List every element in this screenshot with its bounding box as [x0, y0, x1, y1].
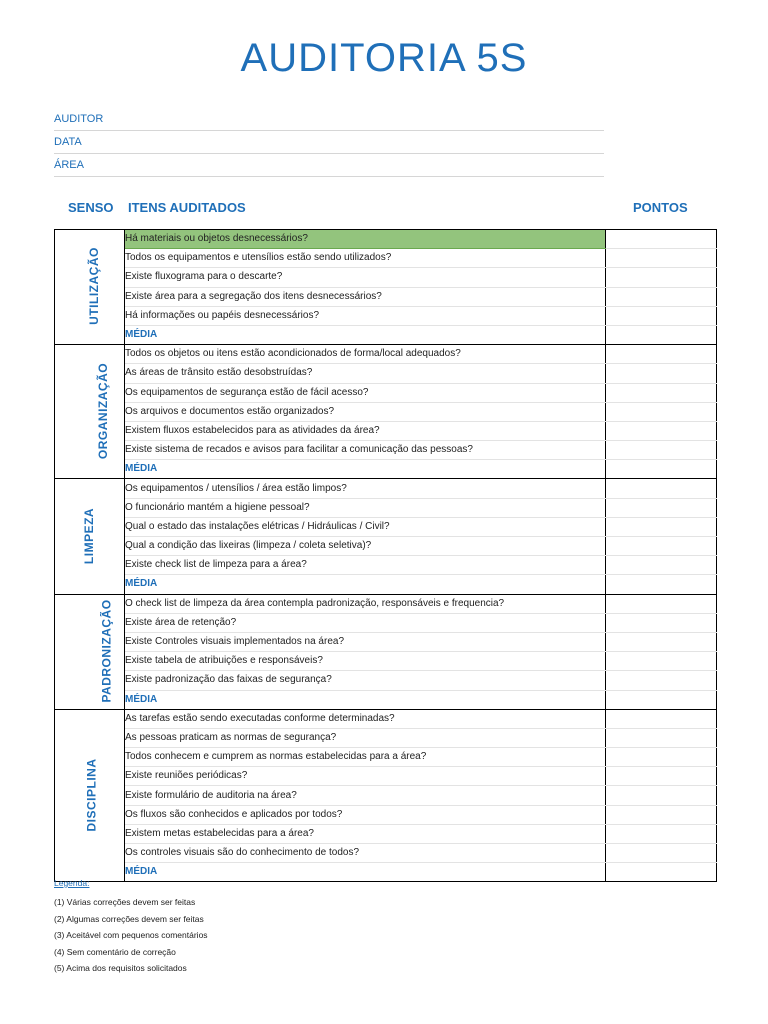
media-row	[55, 460, 717, 479]
item-text: O check list de limpeza da área contempla padronização, responsáveis e frequencia?	[125, 594, 606, 613]
table-row	[55, 421, 717, 440]
table-row	[55, 786, 717, 805]
table-row	[55, 230, 717, 249]
table-row	[55, 748, 717, 767]
item-text: As pessoas praticam as normas de segurança?	[125, 728, 606, 747]
table-row	[55, 287, 717, 306]
table-row	[55, 671, 717, 690]
table-row	[55, 441, 717, 460]
senso-label: PADRONIZAÇÃO	[99, 599, 114, 703]
table-row	[55, 383, 717, 402]
media-points-cell[interactable]	[606, 690, 717, 709]
points-cell[interactable]	[606, 748, 717, 767]
table-row	[55, 824, 717, 843]
item-text: Todos conhecem e cumprem as normas estabelecidas para a área?	[125, 748, 606, 767]
table-row	[55, 306, 717, 325]
senso-cell	[55, 345, 125, 479]
table-row	[55, 498, 717, 517]
senso-cell	[55, 709, 125, 882]
points-cell[interactable]	[606, 364, 717, 383]
points-cell[interactable]	[606, 671, 717, 690]
legend-title: Legenda:	[54, 878, 90, 888]
table-row	[55, 805, 717, 824]
table-row	[55, 594, 717, 613]
table-row	[55, 537, 717, 556]
points-cell[interactable]	[606, 268, 717, 287]
points-cell[interactable]	[606, 479, 717, 498]
item-text: As áreas de trânsito estão desobstruídas?	[125, 364, 606, 383]
header-senso: SENSO	[68, 200, 114, 215]
table-row	[55, 268, 717, 287]
area-label: ÁREA	[54, 159, 84, 171]
senso-cell	[55, 594, 125, 709]
media-row	[55, 690, 717, 709]
legend-item: (3) Aceitável com pequenos comentários	[54, 930, 208, 940]
table-row	[55, 709, 717, 728]
table-row	[55, 556, 717, 575]
item-text: Há materiais ou objetos desnecessários?	[125, 230, 606, 249]
points-cell[interactable]	[606, 517, 717, 536]
audit-table	[54, 229, 717, 882]
points-cell[interactable]	[606, 594, 717, 613]
legend-item: (5) Acima dos requisitos solicitados	[54, 963, 187, 973]
auditor-label: AUDITOR	[54, 113, 104, 125]
table-row	[55, 728, 717, 747]
table-row	[55, 517, 717, 536]
media-points-cell[interactable]	[606, 863, 717, 882]
item-text: Existe formulário de auditoria na área?	[125, 786, 606, 805]
table-row	[55, 479, 717, 498]
area-field[interactable]	[54, 154, 604, 177]
senso-label: DISCIPLINA	[84, 758, 99, 832]
item-text: Existem fluxos estabelecidos para as atividades da área?	[125, 421, 606, 440]
table-row	[55, 364, 717, 383]
item-text: Existe padronização das faixas de segurança?	[125, 671, 606, 690]
points-cell[interactable]	[606, 767, 717, 786]
item-text: Existe área de retenção?	[125, 613, 606, 632]
item-text: Existe sistema de recados e avisos para facilitar a comunicação das pessoas?	[125, 441, 606, 460]
points-cell[interactable]	[606, 249, 717, 268]
legend	[54, 878, 208, 977]
points-cell[interactable]	[606, 728, 717, 747]
item-text: Qual o estado das instalações elétricas / Hidráulicas / Civil?	[125, 517, 606, 536]
date-label: DATA	[54, 136, 82, 148]
legend-item: (1) Várias correções devem ser feitas	[54, 897, 196, 907]
item-text: Os fluxos são conhecidos e aplicados por todos?	[125, 805, 606, 824]
points-cell[interactable]	[606, 402, 717, 421]
points-cell[interactable]	[606, 805, 717, 824]
senso-label: UTILIZAÇÃO	[86, 247, 101, 325]
table-row	[55, 613, 717, 632]
table-row	[55, 632, 717, 651]
media-points-cell[interactable]	[606, 575, 717, 594]
points-cell[interactable]	[606, 709, 717, 728]
media-row	[55, 575, 717, 594]
media-label: MÉDIA	[125, 690, 606, 709]
table-row	[55, 402, 717, 421]
item-text: Existe área para a segregação dos itens desnecessários?	[125, 287, 606, 306]
points-cell[interactable]	[606, 537, 717, 556]
item-text: O funcionário mantém a higiene pessoal?	[125, 498, 606, 517]
media-label: MÉDIA	[125, 325, 606, 344]
points-cell[interactable]	[606, 556, 717, 575]
legend-item: (4) Sem comentário de correção	[54, 946, 176, 957]
points-cell[interactable]	[606, 498, 717, 517]
media-label: MÉDIA	[125, 863, 606, 882]
senso-cell	[55, 230, 125, 345]
media-label: MÉDIA	[125, 460, 606, 479]
media-points-cell[interactable]	[606, 325, 717, 344]
date-field[interactable]	[54, 131, 604, 154]
senso-label: ORGANIZAÇÃO	[96, 362, 111, 459]
points-cell[interactable]	[606, 613, 717, 632]
points-cell[interactable]	[606, 383, 717, 402]
points-cell[interactable]	[606, 306, 717, 325]
item-text: Os equipamentos / utensílios / área estão limpos?	[125, 479, 606, 498]
item-text: Existe check list de limpeza para a área?	[125, 556, 606, 575]
table-row	[55, 844, 717, 863]
points-cell[interactable]	[606, 421, 717, 440]
table-row	[55, 767, 717, 786]
auditor-field[interactable]	[54, 108, 604, 131]
senso-label: LIMPEZA	[82, 507, 97, 564]
table-row	[55, 249, 717, 268]
legend-item: (2) Algumas correções devem ser feitas	[54, 913, 204, 924]
item-text: Os controles visuais são do conhecimento de todos?	[125, 844, 606, 863]
media-points-cell[interactable]	[606, 460, 717, 479]
item-text: Os arquivos e documentos estão organizados?	[125, 402, 606, 421]
item-text: Existe tabela de atribuições e responsáveis?	[125, 652, 606, 671]
page-title: AUDITORIA 5S	[240, 36, 528, 80]
item-text: Existem metas estabelecidas para a área?	[125, 824, 606, 843]
media-row	[55, 325, 717, 344]
points-cell[interactable]	[606, 441, 717, 460]
points-cell[interactable]	[606, 230, 717, 249]
senso-cell	[55, 479, 125, 594]
item-text: Os equipamentos de segurança estão de fácil acesso?	[125, 383, 606, 402]
item-text: Todos os objetos ou itens estão acondicionados de forma/local adequados?	[125, 345, 606, 364]
points-cell[interactable]	[606, 844, 717, 863]
media-label: MÉDIA	[125, 575, 606, 594]
item-text: Há informações ou papéis desnecessários?	[125, 306, 606, 325]
item-text: Existe reuniões periódicas?	[125, 767, 606, 786]
table-row	[55, 345, 717, 364]
points-cell[interactable]	[606, 824, 717, 843]
table-row	[55, 652, 717, 671]
points-cell[interactable]	[606, 345, 717, 364]
item-text: As tarefas estão sendo executadas conforme determinadas?	[125, 709, 606, 728]
item-text: Existe Controles visuais implementados na área?	[125, 632, 606, 651]
header-pontos: PONTOS	[633, 200, 688, 215]
points-cell[interactable]	[606, 632, 717, 651]
item-text: Qual a condição das lixeiras (limpeza / coleta seletiva)?	[125, 537, 606, 556]
points-cell[interactable]	[606, 652, 717, 671]
header-itens: ITENS AUDITADOS	[128, 200, 246, 215]
item-text: Existe fluxograma para o descarte?	[125, 268, 606, 287]
item-text: Todos os equipamentos e utensílios estão sendo utilizados?	[125, 249, 606, 268]
points-cell[interactable]	[606, 287, 717, 306]
points-cell[interactable]	[606, 786, 717, 805]
